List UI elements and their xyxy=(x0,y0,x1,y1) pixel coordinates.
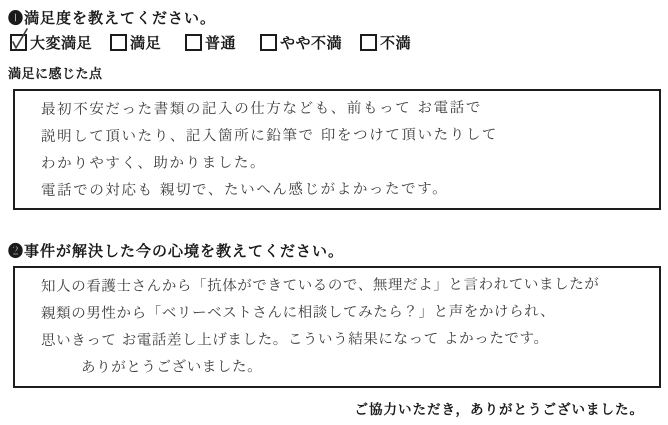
option-label: 大変満足 xyxy=(30,34,93,52)
option-manzoku[interactable] xyxy=(110,32,161,53)
handwritten-line: わかりやすく、助かりました。 xyxy=(40,155,267,172)
answer-box-q1 xyxy=(13,89,661,210)
checkbox-daihen-manzoku[interactable] xyxy=(10,34,27,51)
question1-title: ❶満足度を教えてください。 xyxy=(8,9,217,27)
checkbox-fuman[interactable] xyxy=(360,34,377,51)
handwritten-line: 思いきって お電話差し上げました。こういう結果になって よかったです。 xyxy=(40,330,549,349)
handwritten-line: 電話での対応も 親切で、たいへん感じがよかったです。 xyxy=(40,181,449,199)
footer-thanks-text: ご協力いただき，ありがとうございました。 xyxy=(354,402,644,418)
handwritten-line: 知人の看護士さんから「抗体ができているので、無理だよ」と言われていましたが xyxy=(40,276,600,295)
handwritten-line: 親類の男性から「ベリーベストさんに相談してみたら？」と声をかけられ、 xyxy=(40,303,556,322)
checkbox-futsuu[interactable] xyxy=(185,34,202,51)
satisfied-points-label: 満足に感じた点 xyxy=(8,67,103,82)
option-label: 普通 xyxy=(205,34,237,52)
option-fuman[interactable] xyxy=(360,32,411,53)
option-daihen-manzoku[interactable] xyxy=(10,32,92,53)
checkbox-manzoku[interactable] xyxy=(110,34,127,51)
option-label: 不満 xyxy=(380,34,412,52)
option-futsuu[interactable] xyxy=(185,32,236,53)
satisfaction-options xyxy=(0,32,668,54)
option-yaya-fuman[interactable] xyxy=(260,32,342,53)
option-label: 満足 xyxy=(130,34,162,52)
question2-title: ❷事件が解決した今の心境を教えてください。 xyxy=(8,242,345,260)
checkbox-yaya-fuman[interactable] xyxy=(260,34,277,51)
handwritten-line: 説明して頂いたり、記入箇所に鉛筆で 印をつけて頂いたりして xyxy=(40,127,499,145)
answer-box-q2 xyxy=(13,266,661,388)
option-label: やや不満 xyxy=(280,34,343,52)
handwritten-line: ありがとうございました。 xyxy=(80,359,263,376)
handwritten-line: 最初不安だった書類の記入の仕方なども、前もって お電話で xyxy=(40,100,482,118)
